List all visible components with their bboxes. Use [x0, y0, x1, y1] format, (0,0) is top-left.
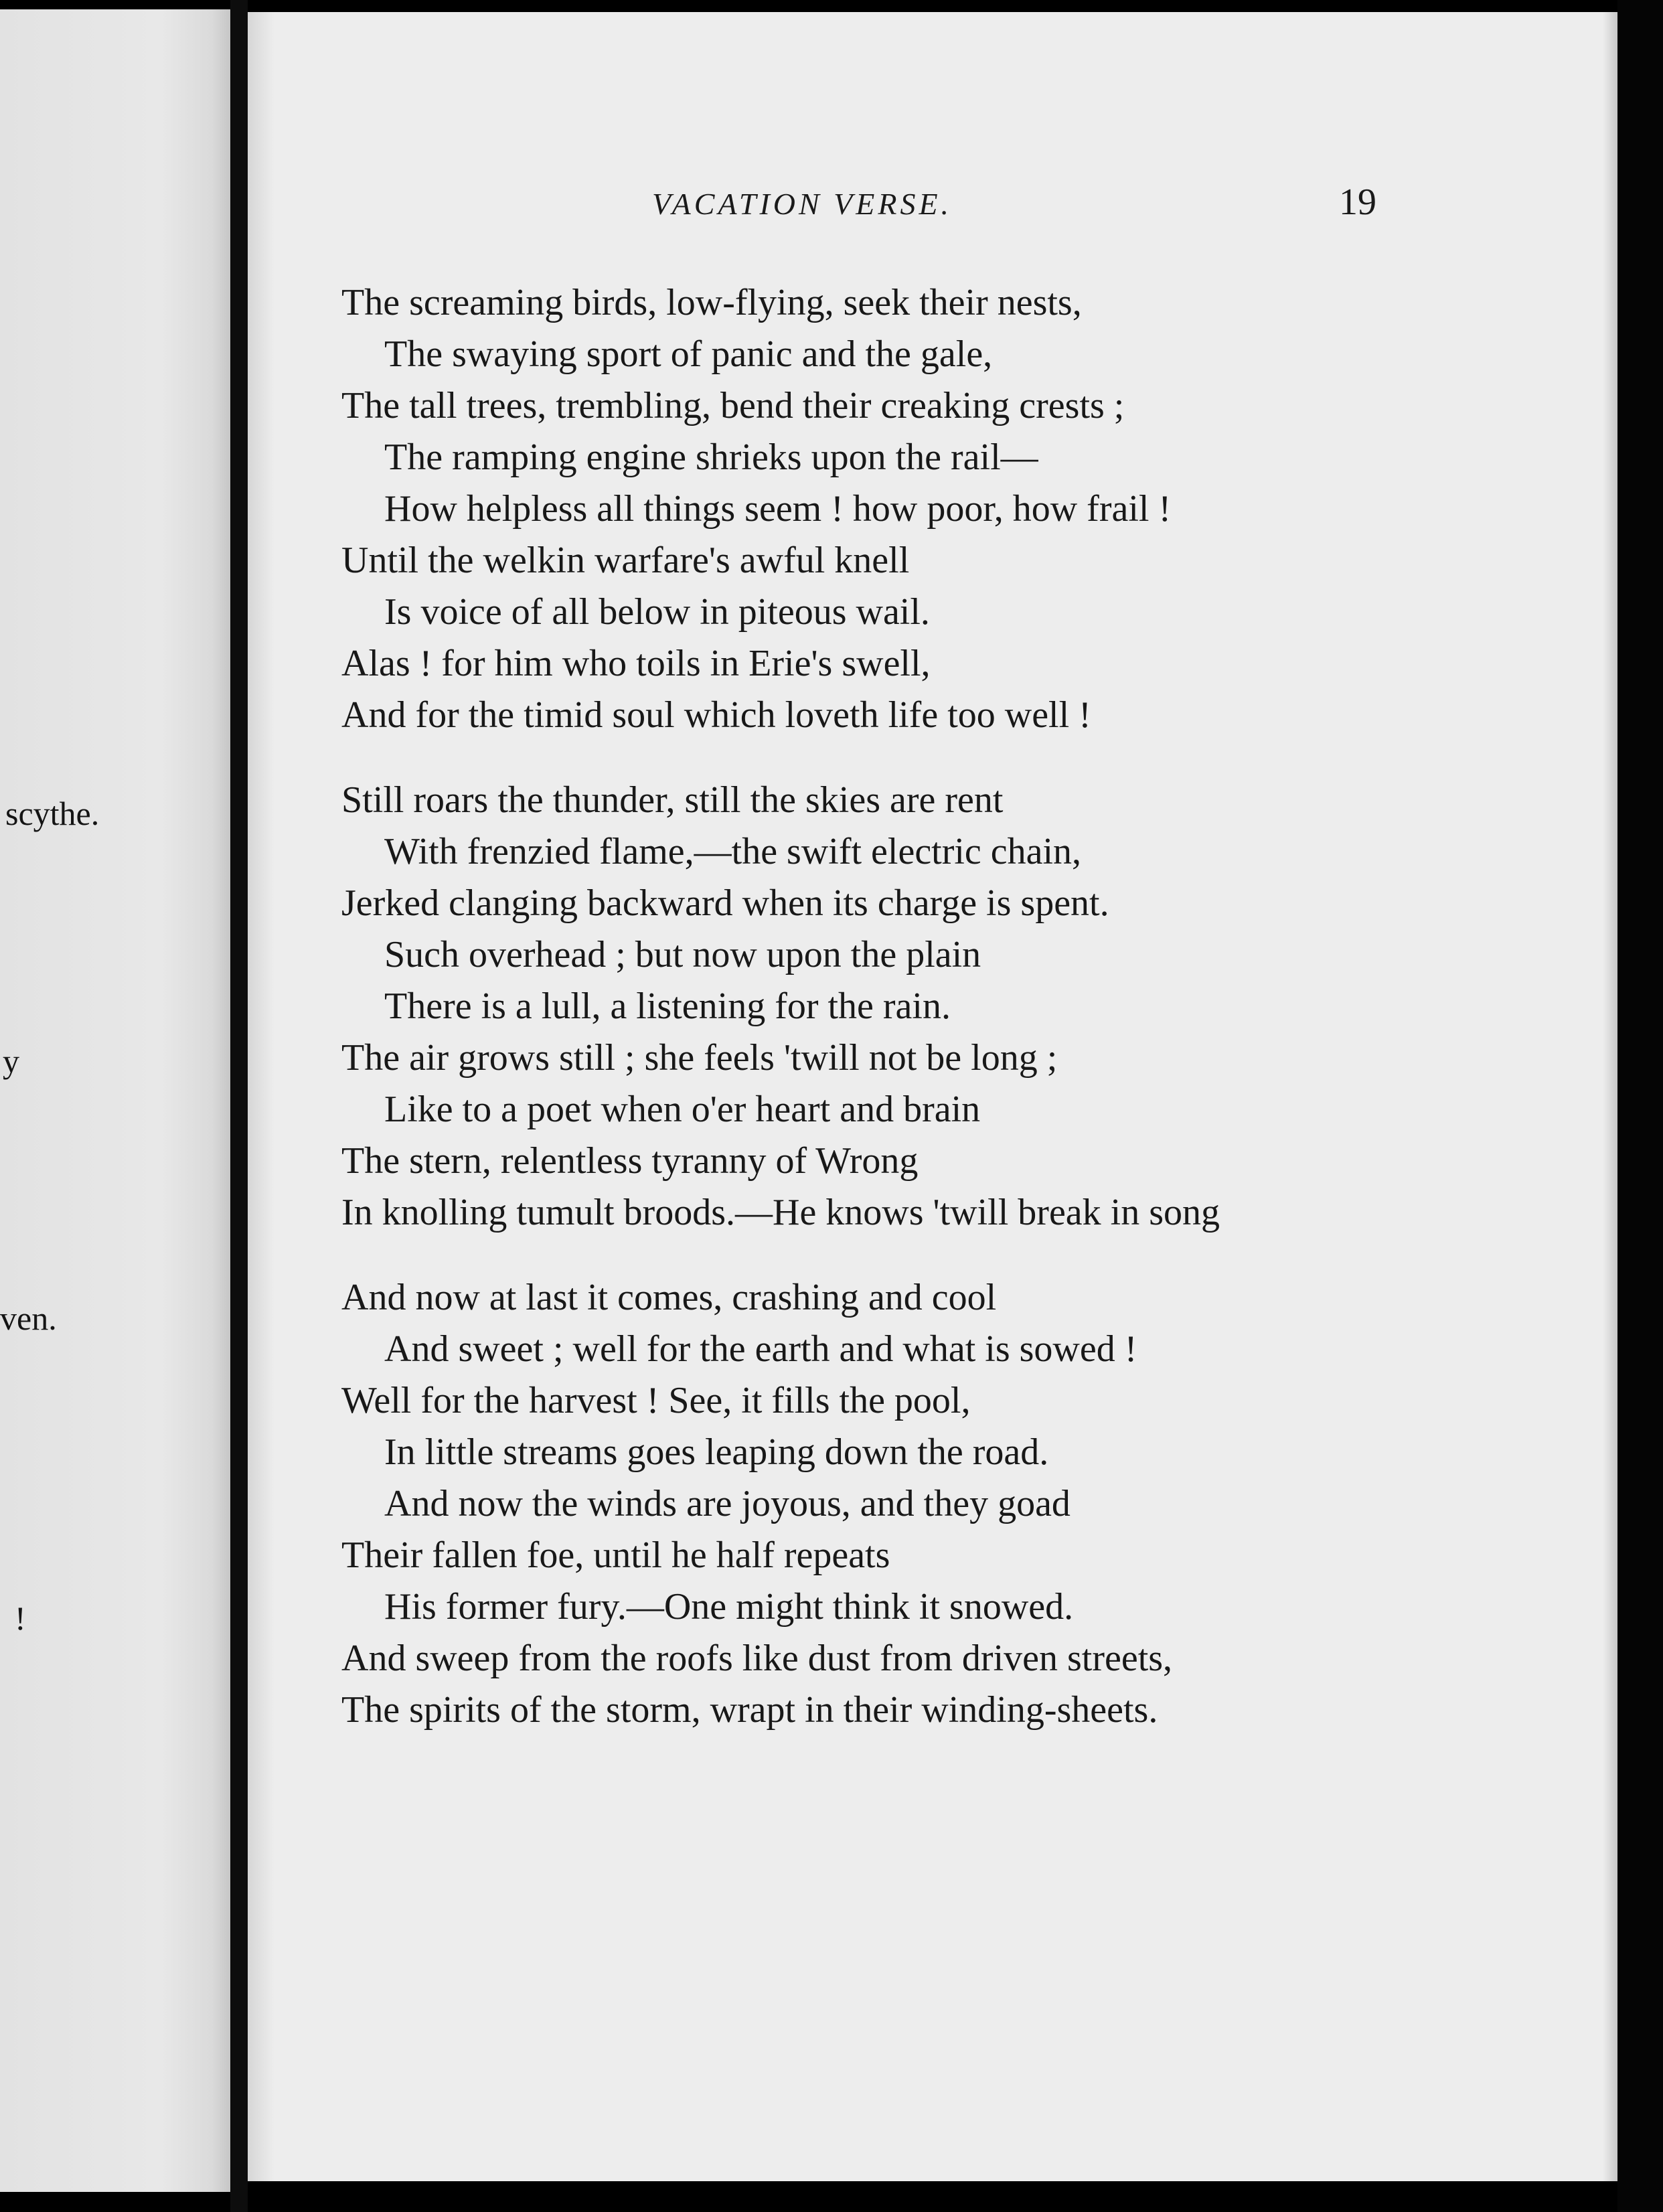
poem-line: Their fallen foe, until he half repeats	[341, 1534, 890, 1576]
poem-line: Like to a poet when o'er heart and brain	[384, 1089, 981, 1130]
poem-line: The ramping engine shrieks upon the rail—	[384, 437, 1038, 478]
page-number: 19	[1339, 181, 1376, 223]
book-spine	[230, 0, 248, 2212]
poem-line: Still roars the thunder, still the skies are rent	[341, 779, 1004, 821]
left-page-fragment: scythe.	[5, 795, 100, 832]
poem-line: In little streams goes leaping down the road.	[384, 1431, 1049, 1473]
scan-border	[1617, 0, 1663, 2212]
running-head	[248, 178, 1617, 232]
poem-line: The stern, relentless tyranny of Wrong	[341, 1140, 919, 1182]
left-page-fragment: y	[3, 1042, 19, 1080]
poem-line: Jerked clanging backward when its charge is spent.	[341, 882, 1109, 924]
poem-line: There is a lull, a listening for the rain.	[384, 985, 951, 1027]
poem-line: Well for the harvest ! See, it fills the pool,	[341, 1380, 971, 1421]
poem-line: And for the timid soul which loveth life too well !	[341, 694, 1091, 736]
poem-line: The swaying sport of panic and the gale,	[384, 333, 993, 375]
poem-line: And sweep from the roofs like dust from driven streets,	[341, 1638, 1173, 1679]
poem-line: How helpless all things seem ! how poor, how frail !	[384, 488, 1172, 530]
running-head-title: VACATION VERSE.	[652, 187, 953, 221]
poem-line: Alas ! for him who toils in Erie's swell,	[341, 643, 931, 684]
stanza	[341, 277, 1600, 741]
stanza	[341, 1272, 1600, 1736]
right-page	[248, 12, 1617, 2181]
poem-line: Such overhead ; but now upon the plain	[384, 934, 981, 975]
left-page	[0, 9, 230, 2192]
poem-line: Until the welkin warfare's awful knell	[341, 540, 910, 581]
poem-line: Is voice of all below in piteous wail.	[384, 591, 930, 633]
stanza	[341, 775, 1600, 1239]
poem-line: His former fury.—One might think it snowed.	[384, 1586, 1074, 1628]
left-page-fragment: ven.	[0, 1299, 57, 1337]
poem-line: And now at last it comes, crashing and cool	[341, 1277, 997, 1318]
poem-line: With frenzied flame,—the swift electric chain,	[384, 831, 1082, 872]
poem-line: And now the winds are joyous, and they goad	[384, 1483, 1071, 1524]
poem-line: The spirits of the storm, wrapt in their winding-sheets.	[341, 1689, 1158, 1731]
poem-line: The screaming birds, low-flying, seek their nests,	[341, 282, 1082, 323]
poem-body	[341, 277, 1600, 1769]
poem-line: The tall trees, trembling, bend their creaking crests ;	[341, 385, 1125, 426]
poem-line: The air grows still ; she feels 'twill not be long ;	[341, 1037, 1058, 1079]
poem-line: And sweet ; well for the earth and what is sowed !	[384, 1328, 1137, 1370]
poem-line: In knolling tumult broods.—He knows 'twill break in song	[341, 1192, 1220, 1233]
left-page-fragment: !	[15, 1599, 26, 1637]
